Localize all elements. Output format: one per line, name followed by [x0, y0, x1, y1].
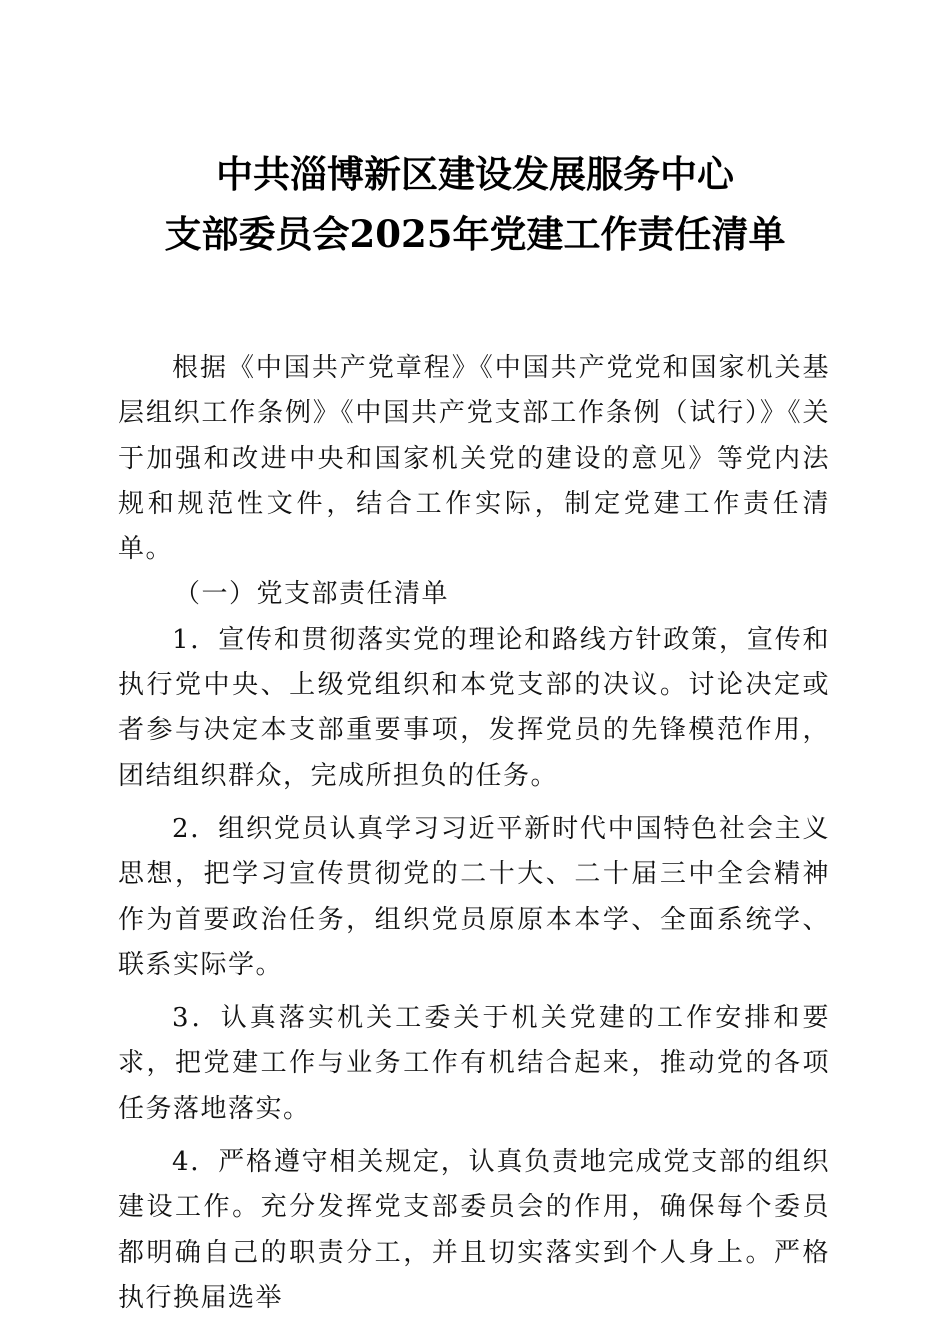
- document-title-line-2: 支部委员会2025年党建工作责任清单: [164, 212, 786, 256]
- document-body: [118, 346, 830, 1321]
- list-item-4: 4．严格遵守相关规定，认真负责地完成党支部的组织建设工作。充分发挥党支部委员会的作用，确保每个委员都明确自己的职责分工，并且切实落实到个人身上。严格执行换届选举: [118, 1147, 830, 1313]
- section-heading: （一）党支部责任清单: [174, 579, 450, 610]
- list-item-3: 3．认真落实机关工委关于机关党建的工作安排和要求，把党建工作与业务工作有机结合起来，推动党的各项任务落地落实。: [118, 1003, 830, 1124]
- list-item-2: 2．组织党员认真学习习近平新时代中国特色社会主义思想，把学习宣传贯彻党的二十大、二十届三中全会精神作为首要政治任务，组织党员原原本本学、全面系统学、联系实际学。: [118, 813, 830, 980]
- document-title-line-1: 中共淄博新区建设发展服务中心: [216, 152, 734, 196]
- intro-paragraph: 根据《中国共产党章程》《中国共产党党和国家机关基层组织工作条例》《中国共产党支部工作条例（试行）》《关于加强和改进中央和国家机关党的建设的意见》等党内法规和规范性文件，结合工作实际，制定党建工作责任清单。: [118, 353, 830, 565]
- list-item-1: 1．宣传和贯彻落实党的理论和路线方针政策，宣传和执行党中央、上级党组织和本党支部的决议。讨论决定或者参与决定本支部重要事项，发挥党员的先锋模范作用，团结组织群众，完成所担负的任务。: [118, 624, 830, 791]
